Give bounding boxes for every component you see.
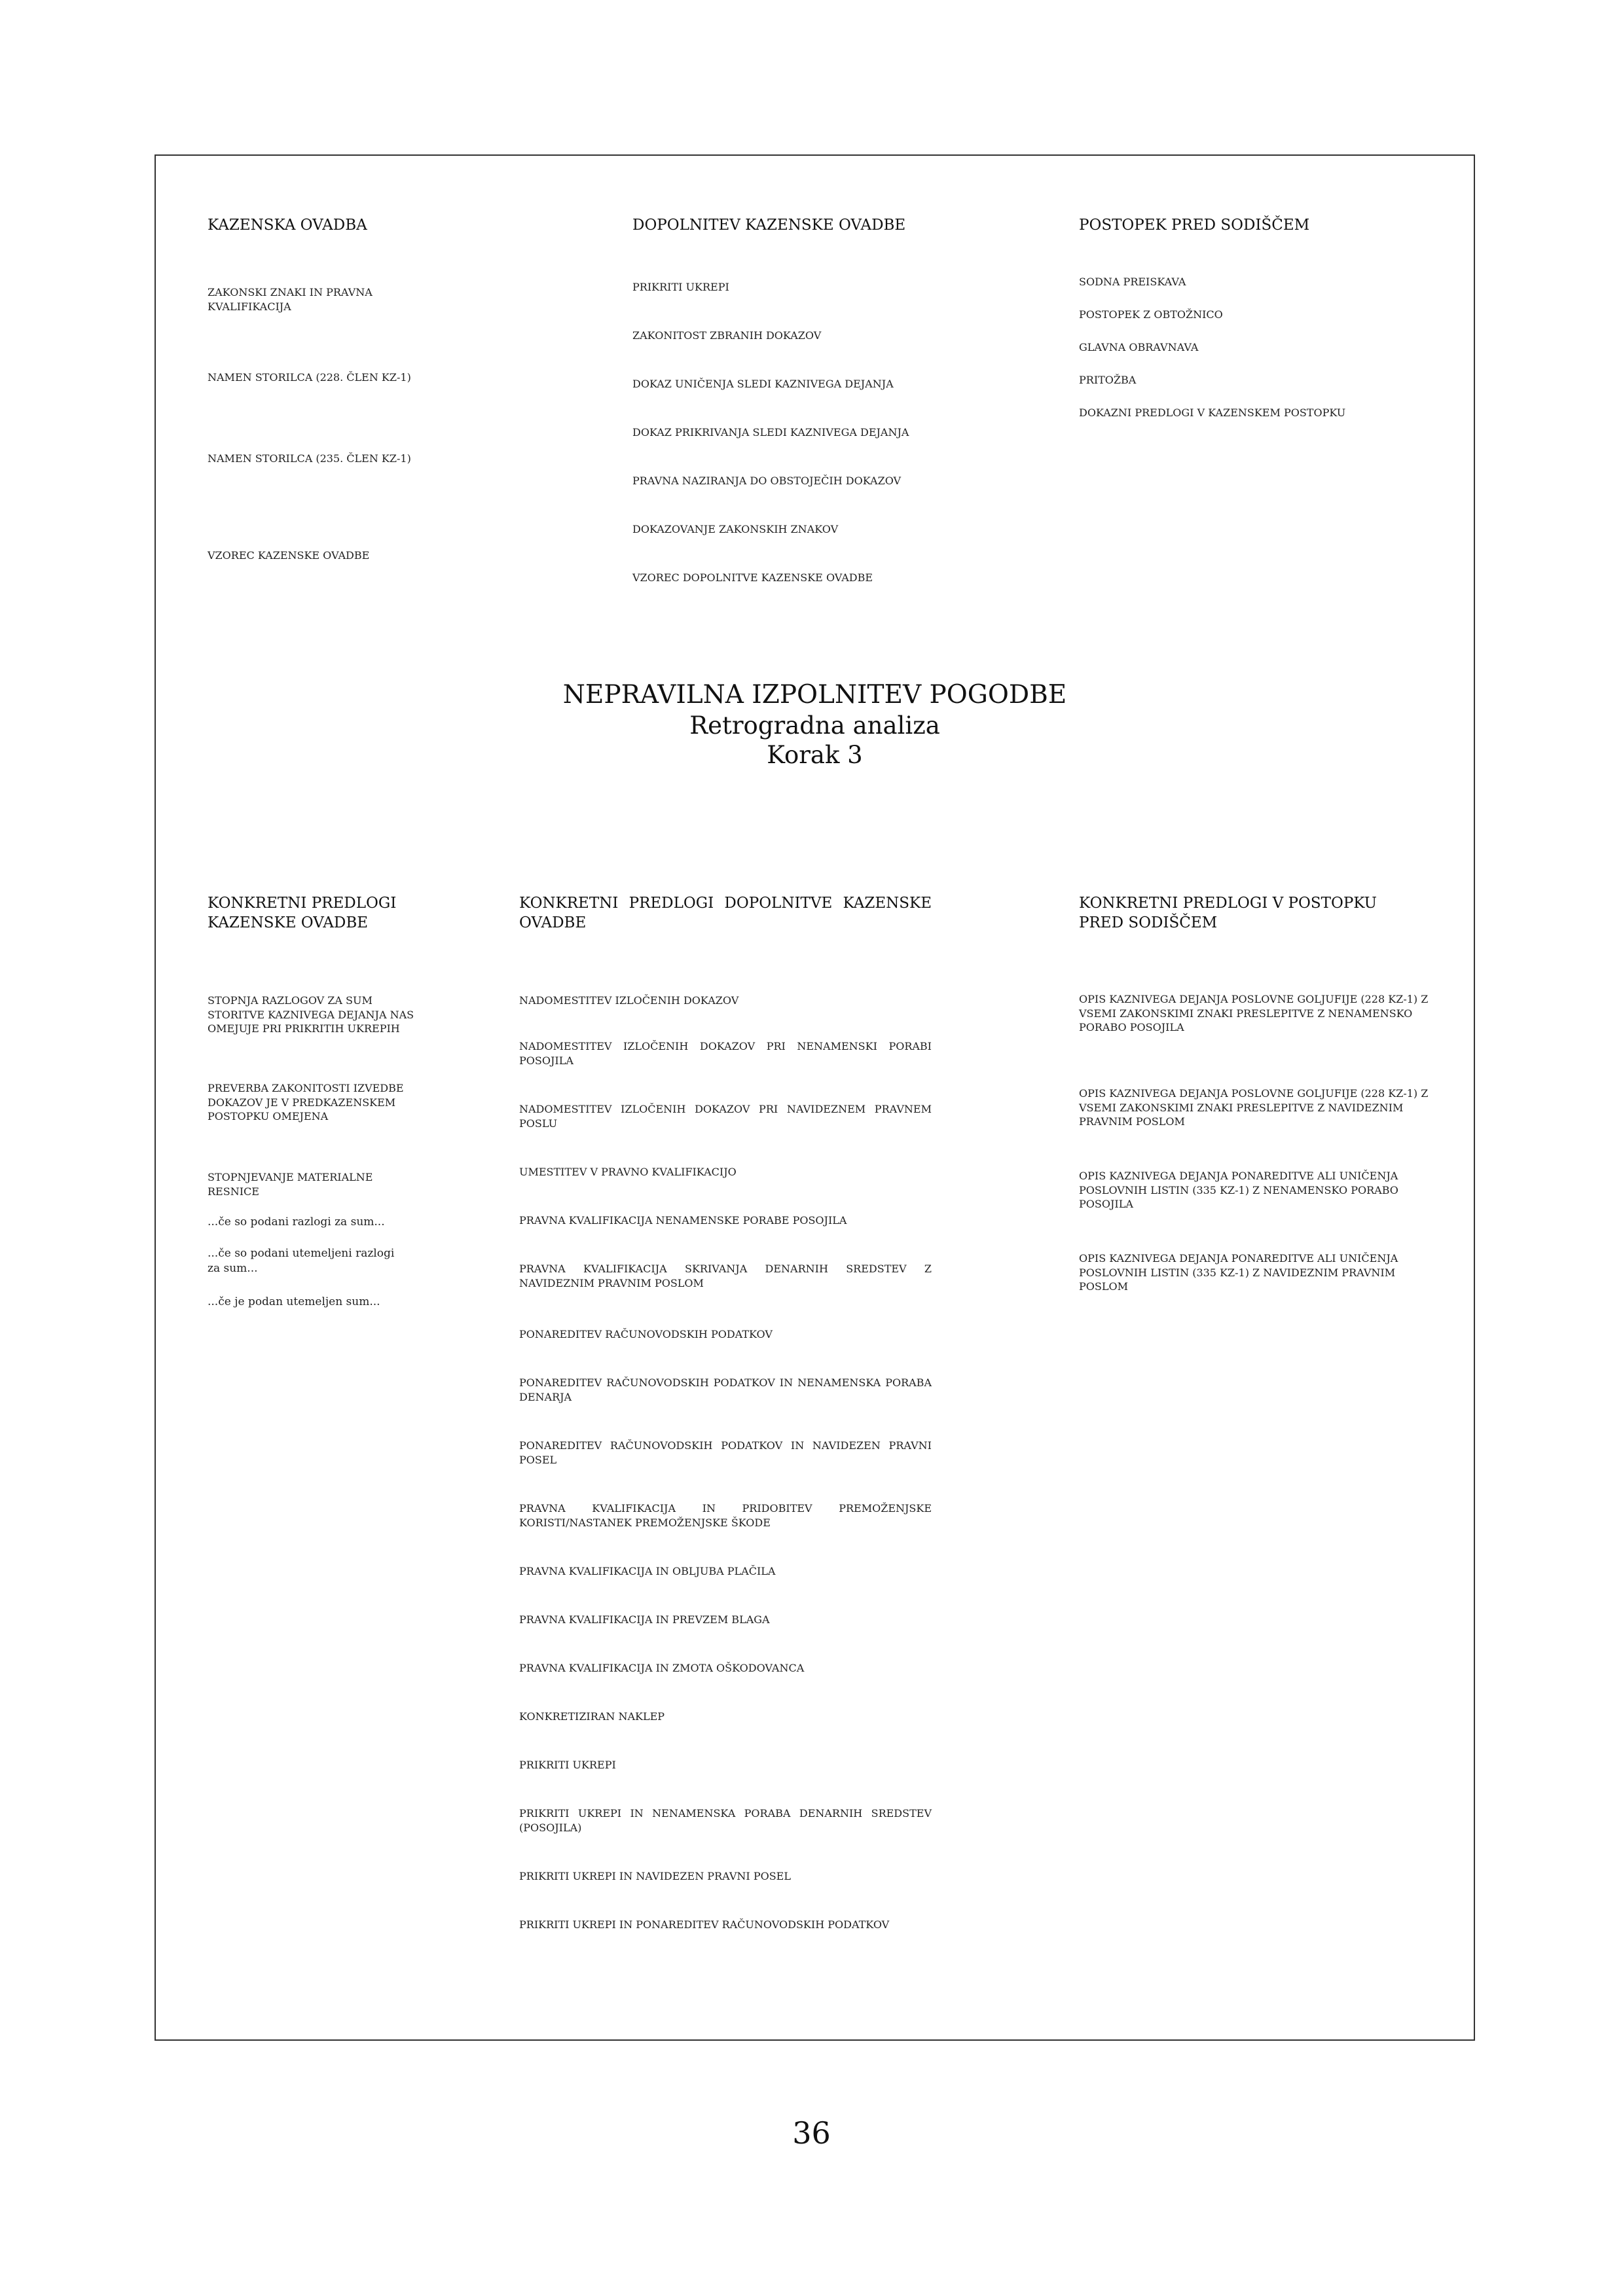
column-konkretni-predlogi-postopek xyxy=(1079,894,1426,933)
column-kazenska-ovadba xyxy=(208,216,424,236)
list-item: ...če je podan utemeljen sum... xyxy=(208,1295,380,1308)
list-item: PRIKRITI UKREPI IN PONAREDITEV RAČUNOVODSKIH PODATKOV xyxy=(519,1918,890,1931)
list-item: ZAKONITOST ZBRANIH DOKAZOV xyxy=(632,329,822,342)
list-item: PRIKRITI UKREPI IN NAVIDEZEN PRAVNI POSEL xyxy=(519,1870,791,1882)
list-item: PONAREDITEV RAČUNOVODSKIH PODATKOV xyxy=(519,1328,773,1340)
list-item: PRAVNA NAZIRANJA DO OBSTOJEČIH DOKAZOV xyxy=(632,475,902,487)
list-item: PRITOŽBA xyxy=(1079,374,1137,386)
page-step: Korak 3 xyxy=(767,740,863,769)
list-item: OPIS KAZNIVEGA DEJANJA POSLOVNE GOLJUFIJE (228 KZ-1) Z VSEMI ZAKONSKIMI ZNAKI PRESLEPITVE Z NENAMENSKO PORABO POSOJILA xyxy=(1079,993,1429,1034)
list-item: PREVERBA ZAKONITOSTI IZVEDBE DOKAZOV JE V PREDKAZENSKEM POSTOPKU OMEJENA xyxy=(208,1082,404,1123)
list-item: ...če so podani utemeljeni razlogi za sum... xyxy=(208,1247,395,1275)
column-heading: POSTOPEK PRED SODIŠČEM xyxy=(1079,217,1310,234)
column-postopek-pred-sodiscem xyxy=(1079,216,1419,236)
list-item: ZAKONSKI ZNAKI IN PRAVNA KVALIFIKACIJA xyxy=(208,286,373,313)
column-konkretni-predlogi-kazenske-ovadbe xyxy=(208,894,424,933)
list-item: PONAREDITEV RAČUNOVODSKIH PODATKOV IN NENAMENSKA PORABA DENARJA xyxy=(519,1376,932,1403)
list-item: OPIS KAZNIVEGA DEJANJA POSLOVNE GOLJUFIJE (228 KZ-1) Z VSEMI ZAKONSKIMI ZNAKI PRESLEPITVE Z NAVIDEZNIM PRAVNIM POSLOM xyxy=(1079,1087,1429,1128)
list-item: POSTOPEK Z OBTOŽNICO xyxy=(1079,308,1223,321)
list-item: NAMEN STORILCA (235. ČLEN KZ-1) xyxy=(208,452,411,465)
column-heading: KONKRETNI PREDLOGI KAZENSKE OVADBE xyxy=(208,895,397,931)
list-item: ...če so podani razlogi za sum... xyxy=(208,1215,385,1229)
column-heading: DOPOLNITEV KAZENSKE OVADBE xyxy=(632,217,906,234)
list-item: PRAVNA KVALIFIKACIJA IN OBLJUBA PLAČILA xyxy=(519,1565,776,1577)
list-item: PRAVNA KVALIFIKACIJA SKRIVANJA DENARNIH SREDSTEV Z NAVIDEZNIM PRAVNIM POSLOM xyxy=(519,1263,932,1289)
page-number: 36 xyxy=(792,2115,831,2151)
list-item: PRIKRITI UKREPI IN NENAMENSKA PORABA DENARNIH SREDSTEV (POSOJILA) xyxy=(519,1807,932,1834)
list-item: KONKRETIZIRAN NAKLEP xyxy=(519,1710,665,1723)
list-item: PRIKRITI UKREPI xyxy=(632,281,729,293)
list-item: PRAVNA KVALIFIKACIJA NENAMENSKE PORABE POSOJILA xyxy=(519,1214,847,1227)
list-item: PRAVNA KVALIFIKACIJA IN PREVZEM BLAGA xyxy=(519,1613,770,1626)
list-item: VZOREC DOPOLNITVE KAZENSKE OVADBE xyxy=(632,571,873,584)
list-item: STOPNJEVANJE MATERIALNE RESNICE xyxy=(208,1171,373,1198)
page-subtitle: Retrogradna analiza xyxy=(689,711,940,740)
column-dopolnitev-kazenske-ovadbe xyxy=(632,216,960,236)
list-item: NADOMESTITEV IZLOČENIH DOKAZOV PRI NENAMENSKI PORABI POSOJILA xyxy=(519,1040,932,1067)
column-heading: KONKRETNI PREDLOGI V POSTOPKU PRED SODIŠČEM xyxy=(1079,895,1377,931)
list-item: UMESTITEV V PRAVNO KVALIFIKACIJO xyxy=(519,1166,737,1178)
column-konkretni-predlogi-dopolnitve xyxy=(519,894,932,933)
list-item: NADOMESTITEV IZLOČENIH DOKAZOV xyxy=(519,994,739,1007)
list-item: OPIS KAZNIVEGA DEJANJA PONAREDITVE ALI UNIČENJA POSLOVNIH LISTIN (335 KZ-1) Z NENAMENSKO PORABO POSOJILA xyxy=(1079,1170,1398,1211)
list-item: NADOMESTITEV IZLOČENIH DOKAZOV PRI NAVIDEZNEM PRAVNEM POSLU xyxy=(519,1103,932,1130)
column-heading: KAZENSKA OVADBA xyxy=(208,217,367,234)
list-item: PRAVNA KVALIFIKACIJA IN PRIDOBITEV PREMOŽENJSKE KORISTI/NASTANEK PREMOŽENJSKE ŠKODE xyxy=(519,1502,932,1529)
list-item: PONAREDITEV RAČUNOVODSKIH PODATKOV IN NAVIDEZEN PRAVNI POSEL xyxy=(519,1439,932,1466)
list-item: DOKAZOVANJE ZAKONSKIH ZNAKOV xyxy=(632,523,839,535)
center-title-block xyxy=(156,679,1474,770)
list-item: PRIKRITI UKREPI xyxy=(519,1759,616,1771)
column-heading: KONKRETNI PREDLOGI DOPOLNITVE KAZENSKE OVADBE xyxy=(519,895,932,931)
list-item: GLAVNA OBRAVNAVA xyxy=(1079,341,1199,353)
list-item: OPIS KAZNIVEGA DEJANJA PONAREDITVE ALI UNIČENJA POSLOVNIH LISTIN (335 KZ-1) Z NAVIDEZNIM PRAVNIM POSLOM xyxy=(1079,1252,1398,1293)
page-title: NEPRAVILNA IZPOLNITEV POGODBE xyxy=(562,680,1067,709)
list-item: STOPNJA RAZLOGOV ZA SUM STORITVE KAZNIVEGA DEJANJA NAS OMEJUJE PRI PRIKRITIH UKREPIH xyxy=(208,994,414,1035)
content-frame xyxy=(155,154,1475,2041)
list-item: NAMEN STORILCA (228. ČLEN KZ-1) xyxy=(208,371,411,384)
list-item: SODNA PREISKAVA xyxy=(1079,276,1186,288)
list-item: DOKAZNI PREDLOGI V KAZENSKEM POSTOPKU xyxy=(1079,406,1346,419)
list-item: DOKAZ PRIKRIVANJA SLEDI KAZNIVEGA DEJANJA xyxy=(632,426,909,439)
list-item: VZOREC KAZENSKE OVADBE xyxy=(208,549,370,562)
list-item: PRAVNA KVALIFIKACIJA IN ZMOTA OŠKODOVANCA xyxy=(519,1662,805,1674)
list-item: DOKAZ UNIČENJA SLEDI KAZNIVEGA DEJANJA xyxy=(632,378,894,390)
